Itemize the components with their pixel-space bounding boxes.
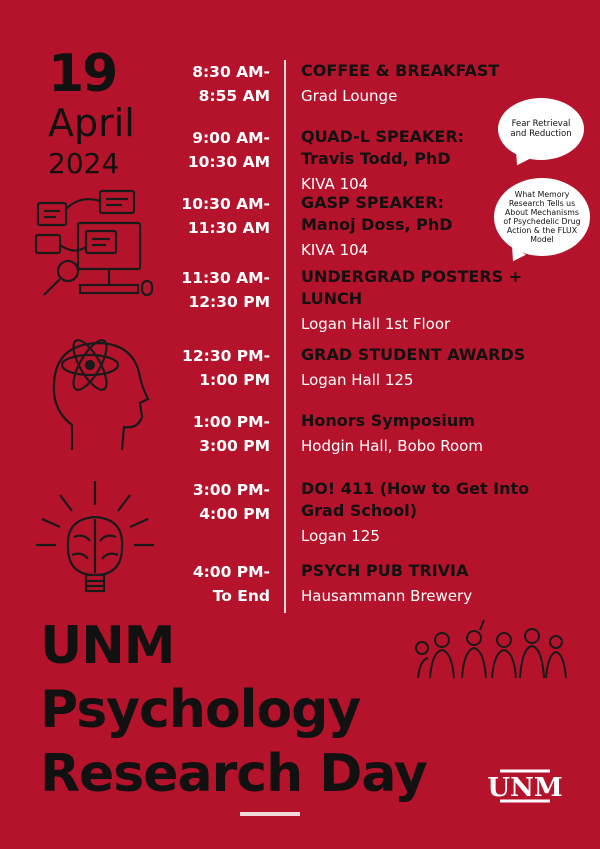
event-location: Hausammann Brewery xyxy=(301,587,473,605)
schedule-divider xyxy=(284,60,286,613)
time-slot: 9:00 AM- 10:30 AM xyxy=(187,129,270,171)
event-location: Logan Hall 1st Floor xyxy=(301,315,451,333)
event-title: PSYCH PUB TRIVIA xyxy=(301,561,469,580)
todd-talk-bubble: Fear Retrieval and Reduction xyxy=(498,98,584,160)
svg-text:UNM: UNM xyxy=(487,773,563,803)
time-slot: 3:00 PM- 4:00 PM xyxy=(192,481,270,523)
event-title: UNDERGRAD POSTERS + LUNCH xyxy=(301,267,523,308)
time-slot: 8:30 AM- 8:55 AM xyxy=(192,63,270,105)
event-title-line3: Research Day xyxy=(40,744,427,804)
time-slot: 10:30 AM- 11:30 AM xyxy=(181,195,270,237)
event-location: Grad Lounge xyxy=(301,87,398,105)
time-slot: 12:30 PM- 1:00 PM xyxy=(182,347,270,389)
head-atom-icon xyxy=(42,325,162,455)
time-slot: 4:00 PM- To End xyxy=(192,563,270,605)
event-location: Logan 125 xyxy=(301,527,380,545)
time-slot: 1:00 PM- 3:00 PM xyxy=(192,413,270,455)
event-title: DO! 411 (How to Get Into Grad School) xyxy=(301,479,530,520)
event-location: Hodgin Hall, Bobo Room xyxy=(301,437,483,455)
event-title: GRAD STUDENT AWARDS xyxy=(301,345,526,364)
event-block xyxy=(301,192,501,261)
bottom-accent-line xyxy=(240,812,300,816)
event-title-line2: Psychology xyxy=(40,680,361,740)
event-location: KIVA 104 xyxy=(301,175,369,193)
event-location: KIVA 104 xyxy=(301,241,369,259)
event-location: Logan Hall 125 xyxy=(301,371,414,389)
event-block xyxy=(301,126,501,195)
date-year: 2024 xyxy=(48,147,120,180)
computer-network-icon xyxy=(30,185,160,315)
brain-lightbulb-icon xyxy=(30,475,160,605)
date-day: 19 xyxy=(48,44,117,104)
event-title: QUAD-L SPEAKER: Travis Todd, PhD xyxy=(301,127,465,168)
event-title: Honors Symposium xyxy=(301,411,475,430)
event-title: COFFEE & BREAKFAST xyxy=(301,61,500,80)
event-block xyxy=(301,344,591,391)
event-block xyxy=(301,410,591,457)
event-block xyxy=(301,560,591,607)
date-month: April xyxy=(48,101,135,145)
event-title-line1: UNM xyxy=(40,616,175,676)
time-slot: 11:30 AM- 12:30 PM xyxy=(181,269,270,311)
event-block xyxy=(301,266,571,335)
audience-icon xyxy=(408,618,568,682)
unm-logo xyxy=(487,766,563,804)
event-block xyxy=(301,478,561,547)
event-title: GASP SPEAKER: Manoj Doss, PhD xyxy=(301,193,453,234)
doss-talk-bubble: What Memory Research Tells us About Mechanisms of Psychedelic Drug Action & the FLUX Model xyxy=(494,178,590,256)
